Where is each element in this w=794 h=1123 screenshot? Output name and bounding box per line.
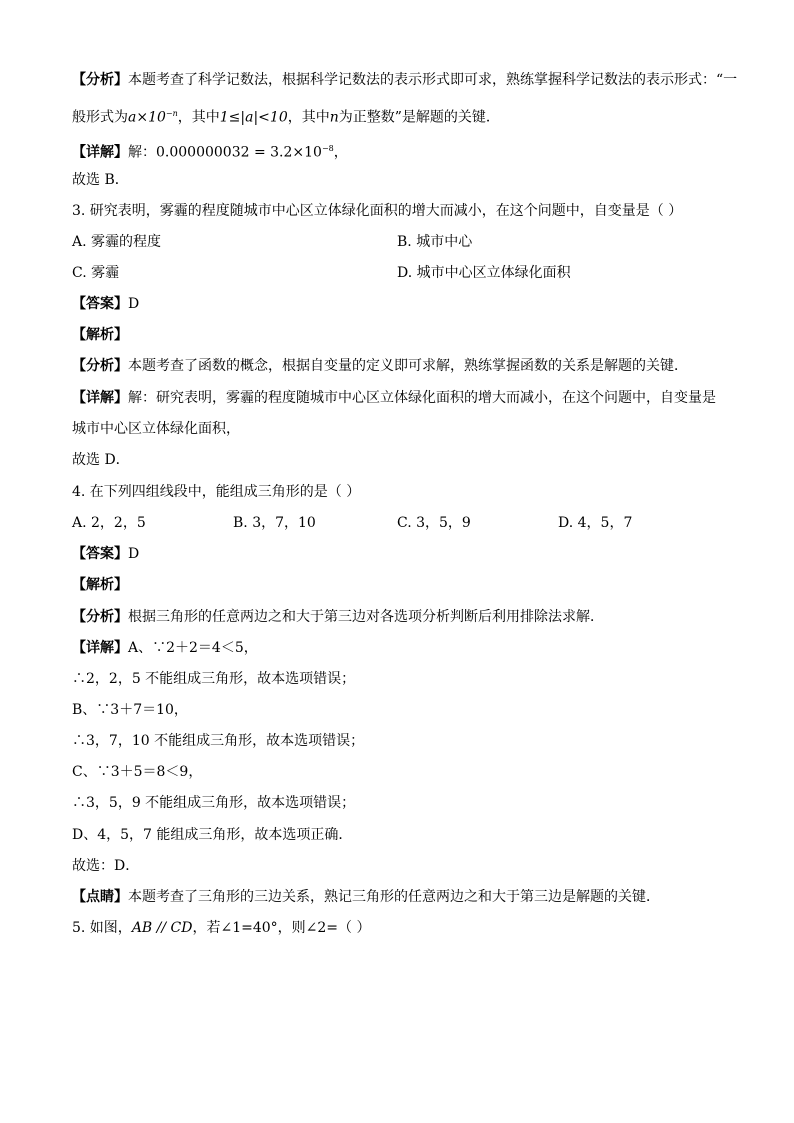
detail-tag: 【详解】 xyxy=(72,390,128,406)
q4-choose: 故选：D． xyxy=(72,858,140,874)
analysis-text: 本题考查了科学记数法，根据科学记数法的表示形式即可求，熟练掌握科学记数法的表示形式：“一 xyxy=(128,72,738,88)
q4-detail-step: D、4，5，7 能组成三角形，故本选项正确． xyxy=(72,827,353,843)
detail-text: A、∵2＋2＝4＜5， xyxy=(128,640,258,656)
analysis-text: 般形式为 xyxy=(72,109,128,126)
math-expression: 0.000000032 = 3.2×10 xyxy=(156,144,322,161)
analysis-tag: 【分析】 xyxy=(72,609,128,625)
answer-value: D xyxy=(128,546,140,562)
math-expression: a×10 xyxy=(128,109,166,126)
analysis-text: 为正整数”是解题的关键． xyxy=(338,109,500,126)
math-exponent: −n xyxy=(165,109,178,118)
detail-tag: 【详解】 xyxy=(72,640,128,656)
q5-stem-text: 5. 如图， xyxy=(72,920,132,936)
detail-text: ， xyxy=(333,144,348,161)
analysis-tag: 【分析】 xyxy=(72,358,128,374)
math-expression: n xyxy=(329,109,339,126)
q4-detail-step: ∴3，5，9 不能组成三角形，故本选项错误； xyxy=(72,795,356,811)
q3-detail-line-1 xyxy=(72,388,732,408)
comment-text: 本题考查了三角形的三边关系，熟记三角形的任意两边之和大于第三边是解题的关键． xyxy=(128,889,660,905)
answer-tag: 【答案】 xyxy=(72,296,128,312)
q4-analysis xyxy=(72,607,732,627)
q5-stem xyxy=(72,918,732,938)
q2-analysis-line-1 xyxy=(72,70,738,90)
q4-stem: 4. 在下列四组线段中，能组成三角形的是（ ） xyxy=(72,484,361,500)
q3-answer xyxy=(72,294,732,314)
q4-option-c: C. 3，5，9 xyxy=(397,515,471,531)
q2-detail-line xyxy=(72,139,732,163)
analysis-tag: 【分析】 xyxy=(72,72,128,88)
q2-choose: 故选 B． xyxy=(72,172,129,188)
q4-solution-tag: 【解析】 xyxy=(72,577,128,593)
q4-option-b: B. 3，7，10 xyxy=(233,515,316,531)
comment-tag: 【点睛】 xyxy=(72,889,128,905)
answer-value: D xyxy=(128,296,140,312)
q4-detail-step: B、∵3＋7＝10， xyxy=(72,702,188,718)
q3-detail-line-2: 城市中心区立体绿化面积， xyxy=(72,421,240,437)
detail-tag: 【详解】 xyxy=(72,144,128,161)
math-expression: 1≤|a|<10 xyxy=(219,109,288,126)
q3-option-d: D. 城市中心区立体绿化面积 xyxy=(397,265,571,281)
q2-analysis-line-2 xyxy=(72,104,732,128)
analysis-text: ，其中 xyxy=(177,109,220,126)
q3-analysis xyxy=(72,356,732,376)
q3-solution-tag: 【解析】 xyxy=(72,327,128,343)
q3-option-b: B. 城市中心 xyxy=(397,234,473,250)
q4-comment xyxy=(72,887,732,907)
analysis-text: 本题考查了函数的概念，根据自变量的定义即可求解，熟练掌握函数的关系是解题的关键． xyxy=(128,358,688,374)
analysis-text: 根据三角形的任意两边之和大于第三边对各选项分析判断后利用排除法求解． xyxy=(128,609,604,625)
q4-detail-line-1 xyxy=(72,638,732,658)
analysis-text: ，其中 xyxy=(287,109,330,126)
q4-answer xyxy=(72,544,732,564)
q4-option-a: A. 2，2，5 xyxy=(72,515,146,531)
q4-option-d: D. 4，5，7 xyxy=(558,515,633,531)
detail-text: 解：研究表明，雾霾的程度随城市中心区立体绿化面积的增大而减小，在这个问题中，自变量是 xyxy=(128,390,716,406)
math-expression: AB // CD xyxy=(131,920,193,936)
q5-stem-text: ，若∠1=40°，则∠2=（ ） xyxy=(192,920,371,936)
q3-stem: 3. 研究表明，雾霾的程度随城市中心区立体绿化面积的增大而减小，在这个问题中，自变量是（ ） xyxy=(72,203,683,219)
q4-detail-step: C、∵3＋5＝8＜9， xyxy=(72,764,203,780)
answer-tag: 【答案】 xyxy=(72,546,128,562)
q3-option-c: C. 雾霾 xyxy=(72,265,120,281)
q4-detail-step: ∴3，7，10 不能组成三角形，故本选项错误； xyxy=(72,733,365,749)
q4-detail-step: ∴2，2，5 不能组成三角形，故本选项错误； xyxy=(72,671,356,687)
math-exponent: −8 xyxy=(321,144,334,153)
q3-option-a: A. 雾霾的程度 xyxy=(72,234,162,250)
detail-text: 解： xyxy=(128,144,156,161)
q3-choose: 故选 D． xyxy=(72,452,130,468)
